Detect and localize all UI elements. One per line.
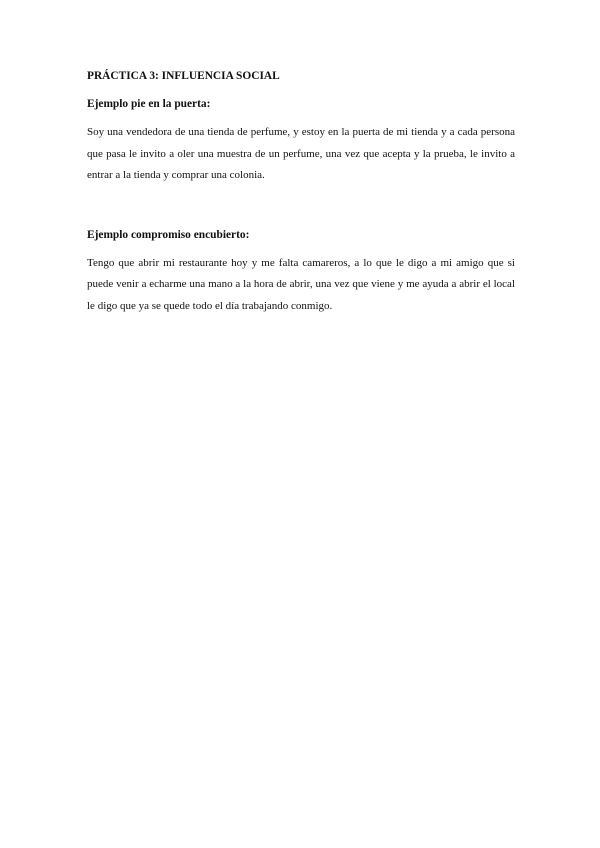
section-heading-lowball: Ejemplo compromiso encubierto: xyxy=(87,228,250,241)
document-title: PRÁCTICA 3: INFLUENCIA SOCIAL xyxy=(87,70,280,82)
page-content xyxy=(87,68,515,317)
section-heading-foot-in-door: Ejemplo pie en la puerta: xyxy=(87,98,211,110)
section-text-lowball: Tengo que abrir mi restaurante hoy y me falta camareros, a lo que le digo a mi amigo que si puede venir a echarme una mano a la hora de abrir, una vez que viene y me ayuda a abrir el local le digo que ya se quede todo el día trabajando conmigo. xyxy=(87,256,515,312)
section-text-foot-in-door: Soy una vendedora de una tienda de perfume, y estoy en la puerta de mi tienda y a cada persona que pasa le invito a oler una muestra de un perfume, una vez que acepta y la prueba, le invito a entrar a la tienda y comprar una colonia. xyxy=(87,126,515,181)
